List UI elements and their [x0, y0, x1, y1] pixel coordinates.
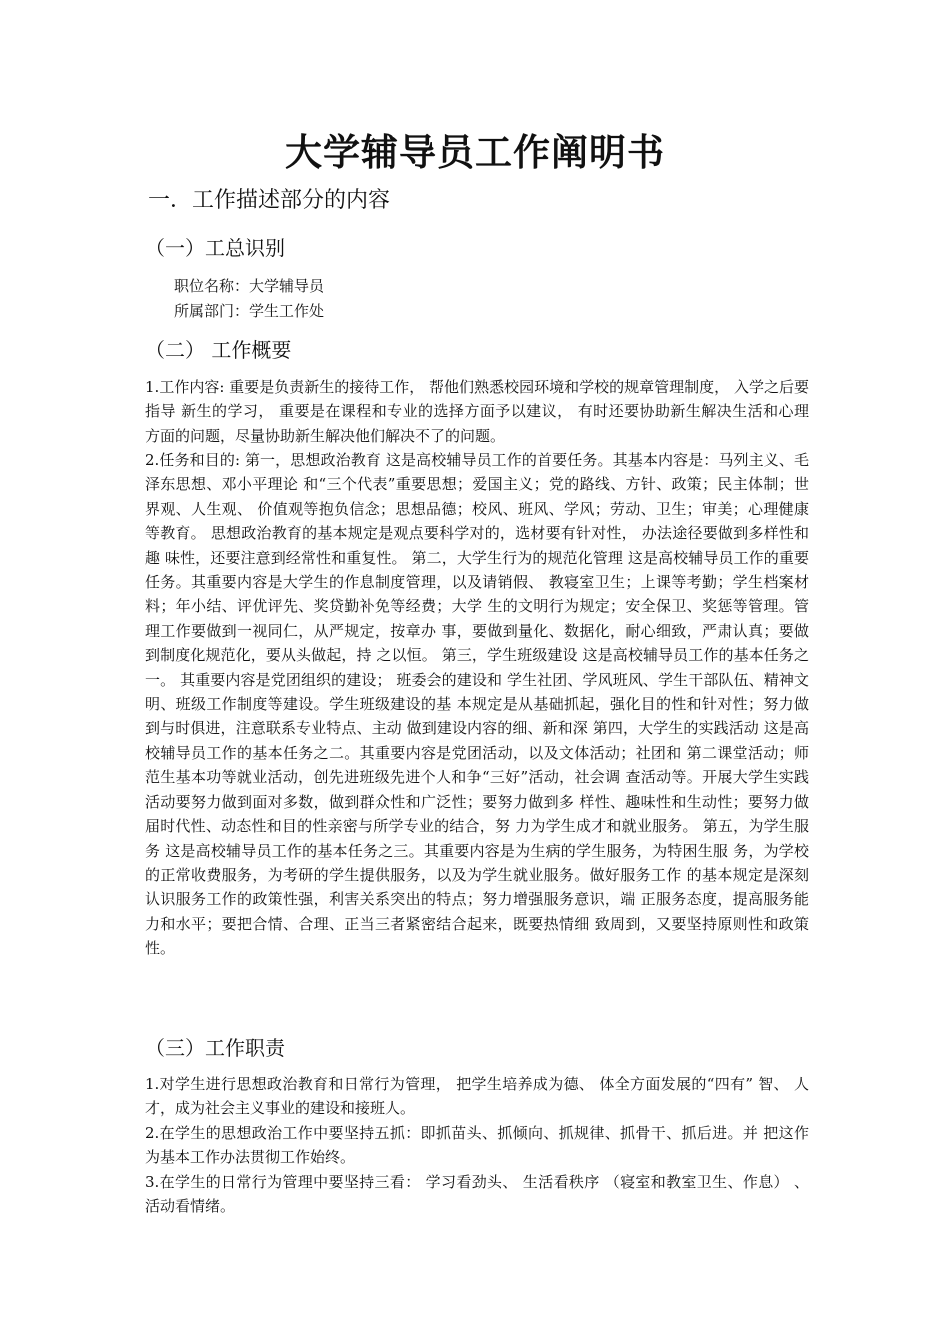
duty-item-1: 1.对学生进行思想政治教育和日常行为管理， 把学生培养成为德、 体全方面发展的“四有” 智、 人才，成为社会主义事业的建设和接班人。 — [145, 1075, 809, 1118]
subsection-heading-identification: （一）工总识别 — [145, 236, 285, 260]
duty-item-3: 3.在学生的日常行为管理中要坚持三看： 学习看劲头、 生活看秩序 （寝室和教室卫生、作息） 、 活动看情绪。 — [145, 1173, 809, 1216]
subsection-heading-overview: （二） 工作概要 — [145, 338, 292, 362]
tasks-and-goals-paragraph: 2.任务和目的: 第一，思想政治教育 这是高校辅导员工作的首要任务。其基本内容是：马列主义、毛泽东思想、邓小平理论 和“三个代表”重要思想；爱国主义；党的路线、方针、政策；民主体制；世界观、人生观、 价值观等抱负信念；思想品德；校风、班风、学风；劳动、卫生；审美；心理健康等教育。 思想政治教育的基本规定是观点要科学对的，选材要有针对性， 办法途径要做到多样性和趣 味性，还要注意到经常性和重复性。 第二，大学生行为的规范化管理 这是高校辅导员工作的重要任务。其重要内容是大学生的作息制度管理，以及请销假、 教寝室卫生；上课等考勤；学生档案材料；年小结、评优评先、奖贷勤补免等经费；大学 生的文明行为规定；安全保卫、奖惩等管理。管理工作要做到一视同仁，从严规定，按章办 事，要做到量化、数据化，耐心细致，严肃认真；要做到制度化规范化，要从头做起，持 之以恒。 第三，学生班级建设 这是高校辅导员工作的基本任务之一。 其重要内容是党团组织的建设； 班委会的建设和 学生社团、学风班风、学生干部队伍、精神文明、班级工作制度等建设。学生班级建设的基 本规定是从基础抓起，强化目的性和针对性；努力做到与时俱进，注意联系专业特点、主动 做到建设内容的细、新和深 第四，大学生的实践活动 这是高校辅导员工作的基本任务之二。其重要内容是党团活动，以及文体活动；社团和 第二课堂活动；师范生基本功等就业活动，创先进班级先进个人和争“三好”活动，社会调 查活动等。开展大学生实践活动要努力做到面对多数，做到群众性和广泛性；要努力做到多 样性、趣味性和生动性；要努力做届时代性、动态性和目的性亲密与所学专业的结合，努 力为学生成才和就业服务。 第五，为学生服务 这是高校辅导员工作的基本任务之三。其重要内容是为生病的学生服务，为特困生服 务，为学校的正常收费服务，为考研的学生提供服务，以及为学生就业服务。做好服务工作 的基本规定是深刻认识服务工作的政策性强，利害关系突出的特点；努力增强服务意识，端 正服务态度，提高服务能力和水平；要把合情、合理、正当三者紧密结合起来，既要热情细 致周到，又要坚持原则性和政策性。 — [145, 451, 809, 958]
section-heading-work-description: 一．工作描述部分的内容 — [148, 188, 391, 213]
document-title: 大学辅导员工作阐明书 — [285, 131, 665, 174]
position-name-line: 职位名称：大学辅导员 — [174, 277, 325, 295]
department-line: 所属部门：学生工作处 — [174, 302, 325, 320]
work-content-paragraph: 1.工作内容: 重要是负责新生的接待工作， 帮他们熟悉校园环境和学校的规章管理制度， 入学之后要指导 新生的学习， 重要是在课程和专业的选择方面予以建议， 有时还要协助新生解决生活和心理 方面的问题，尽量协助新生解决他们解决不了的问题。 — [145, 378, 809, 445]
duty-item-2: 2.在学生的思想政治工作中要坚持五抓：即抓苗头、抓倾向、抓规律、抓骨干、抓后进。并 把这作为基本工作办法贯彻工作始终。 — [145, 1124, 809, 1167]
subsection-heading-duties: （三）工作职责 — [145, 1036, 285, 1060]
